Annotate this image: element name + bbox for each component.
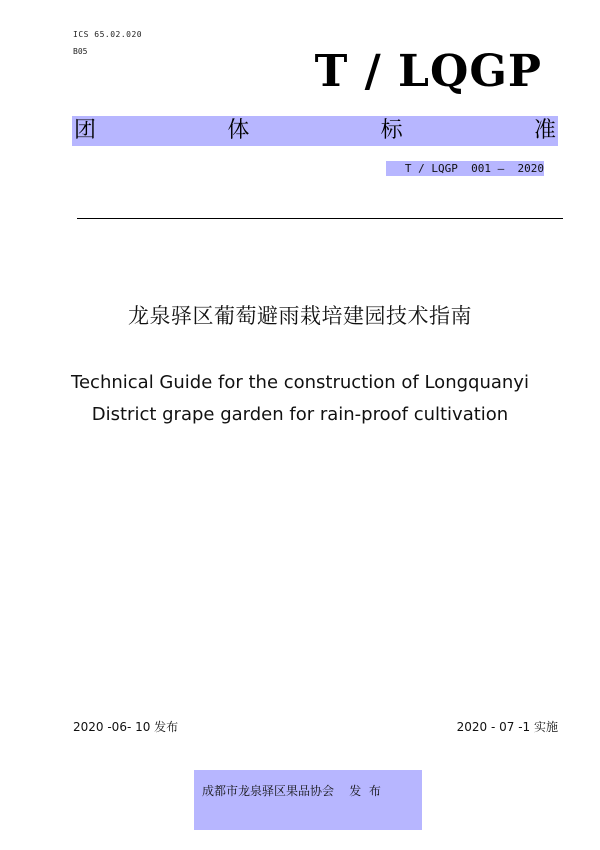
title-english-line-1: Technical Guide for the construction of Longquanyi (71, 372, 529, 393)
standard-type-band (72, 116, 558, 146)
publish-date: 2020 -06- 10 发布 (73, 720, 179, 734)
ics-code: ICS 65.02.020 (73, 30, 143, 39)
standard-series-code: T / LQGP (314, 46, 542, 97)
band-char-3: 标 (380, 118, 403, 143)
band-char-1: 团 (74, 118, 97, 143)
ccs-code: B05 (73, 47, 88, 56)
band-char-4: 准 (533, 118, 556, 143)
title-chinese: 龙泉驿区葡萄避雨栽培建园技术指南 (128, 304, 472, 328)
implement-date: 2020 - 07 -1 实施 (456, 720, 558, 734)
title-english-line-2: District grape garden for rain-proof cultivation (91, 404, 509, 425)
header-divider (77, 218, 563, 219)
publisher-box: 成都市龙泉驿区果品协会 发 布 (194, 770, 422, 830)
standard-number: T / LQGP 001 — 2020 (386, 161, 544, 176)
band-char-2: 体 (227, 118, 250, 143)
